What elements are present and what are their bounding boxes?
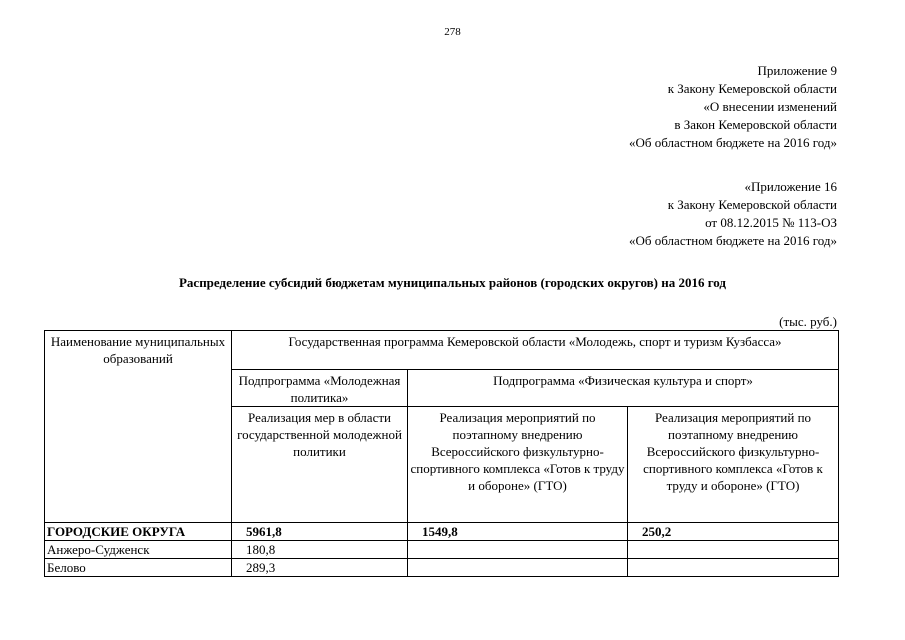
table-row <box>45 523 839 541</box>
value-cell: 5961,8 <box>232 523 408 541</box>
appendix-line: от 08.12.2015 № 113-ОЗ <box>705 215 837 230</box>
appendix-line: Приложение 9 <box>757 63 837 78</box>
municipality-name-cell: Белово <box>45 559 232 577</box>
municipality-column-header: Наименование муниципальных образований <box>45 331 232 523</box>
appendix-line: к Закону Кемеровской области <box>667 197 837 212</box>
value-cell <box>408 559 628 577</box>
units-label: (тыс. руб.) <box>779 314 837 329</box>
value-cell <box>628 541 839 559</box>
appendix-line: «Об областном бюджете на 2016 год» <box>629 233 837 248</box>
program-header: Государственная программа Кемеровской области «Молодежь, спорт и туризм Кузбасса» <box>232 331 839 370</box>
page-number: 278 <box>444 26 461 38</box>
value-cell: 1549,8 <box>408 523 628 541</box>
measure-gto-header-2: Реализация мероприятий по поэтапному внедрению Всероссийского физкультурно-спортивного комплекса «Готов к труду и обороне» (ГТО) <box>628 407 839 523</box>
table-row <box>45 559 839 577</box>
appendix-line: к Закону Кемеровской области <box>667 81 837 96</box>
subsidy-table <box>44 330 839 577</box>
municipality-name-cell: Анжеро-Судженск <box>45 541 232 559</box>
value-cell <box>408 541 628 559</box>
subprogram-sport-header: Подпрограмма «Физическая культура и спорт» <box>408 370 839 407</box>
appendix-line: «Об областном бюджете на 2016 год» <box>629 135 837 150</box>
value-cell: 250,2 <box>628 523 839 541</box>
appendix-line: в Закон Кемеровской области <box>674 117 837 132</box>
municipality-name-cell: ГОРОДСКИЕ ОКРУГА <box>45 523 232 541</box>
table-row <box>45 541 839 559</box>
measure-youth-header: Реализация мер в области государственной молодежной политики <box>232 407 408 523</box>
measure-gto-header-1: Реализация мероприятий по поэтапному внедрению Всероссийского физкультурно-спортивного комплекса «Готов к труду и обороне» (ГТО) <box>408 407 628 523</box>
value-cell: 289,3 <box>232 559 408 577</box>
header-row-program <box>45 331 839 370</box>
document-title: Распределение субсидий бюджетам муниципальных районов (городских округов) на 2016 год <box>178 275 727 290</box>
appendix-16-header <box>629 178 837 250</box>
appendix-line: «О внесении изменений <box>703 99 837 114</box>
value-cell: 180,8 <box>232 541 408 559</box>
value-cell <box>628 559 839 577</box>
appendix-line: «Приложение 16 <box>744 179 837 194</box>
appendix-9-header <box>629 62 837 152</box>
subprogram-youth-header: Подпрограмма «Молодежная политика» <box>232 370 408 407</box>
